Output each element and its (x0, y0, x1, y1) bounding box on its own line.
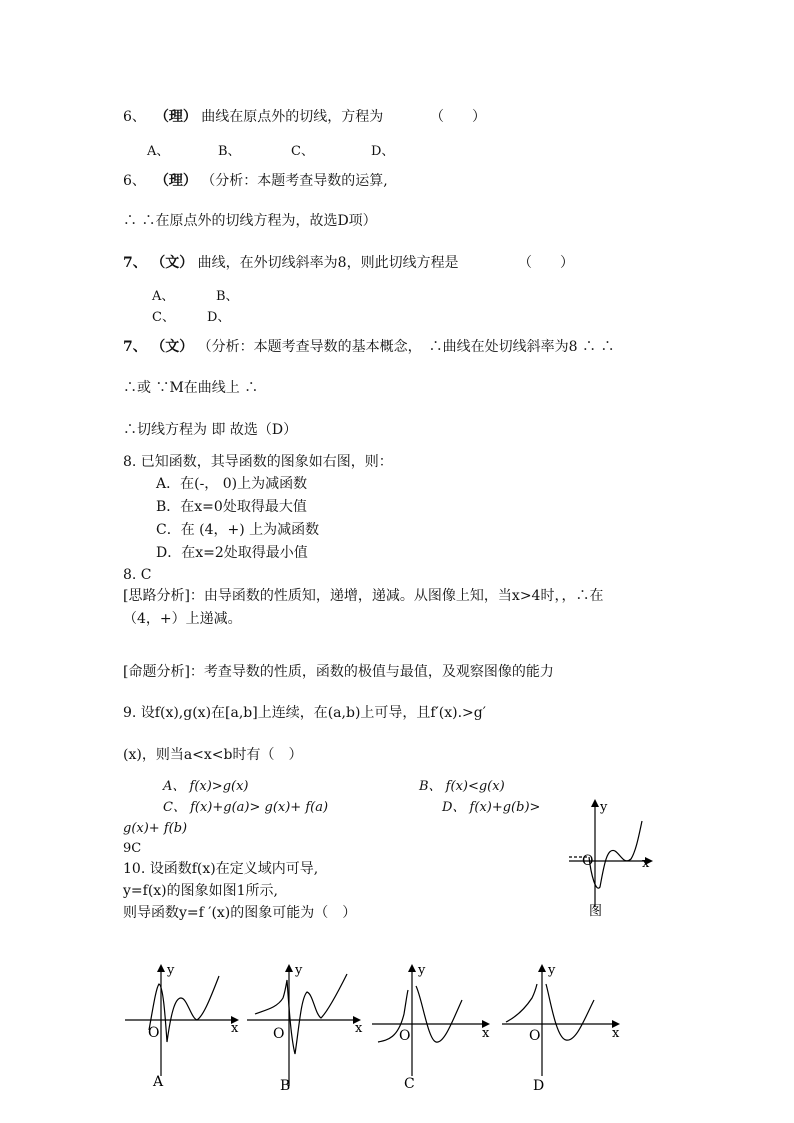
q9-stem-line2: (x)，则当a<x<b时有（ ） (123, 747, 303, 763)
graph-c-y-label: y (418, 963, 426, 978)
q7-blank: （ ） (518, 255, 574, 271)
q10-stem-line2: y=f(x)的图象如图1所示, (123, 883, 278, 899)
graph-a-x-label: x (231, 1021, 239, 1036)
q7-analysis-tag: （文） (151, 339, 194, 355)
fig1-y-label: y (600, 800, 608, 815)
q9-option-c: C、 f(x)+g(a)> g(x)+ f(a) (163, 800, 329, 815)
q9-option-a: A、 f(x)>g(x) (163, 779, 249, 794)
q6-option-d: D、 (371, 144, 395, 159)
fig1-y-arrow (591, 799, 599, 807)
graph-d-origin: O (529, 1028, 541, 1044)
q6-option-b: B、 (218, 144, 241, 159)
q7-option-c: C、 (152, 310, 175, 325)
q7-prefix: 7、 (123, 255, 147, 271)
q7-analysis-line2: ∴或 ∵M在曲线上 ∴ (123, 380, 259, 396)
q6-blank: （ ） (430, 109, 486, 125)
graph-d-curve (506, 984, 537, 1022)
q8-proposition: [命题分析]：考查导数的性质，函数的极值与最值，及观察图像的能力 (123, 664, 554, 680)
graph-b-caption: B (280, 1078, 291, 1093)
graph-c-curve-right (416, 986, 462, 1042)
graph-a-origin: O (148, 1025, 160, 1041)
q8-answer: 8. C (123, 567, 152, 583)
q6-analysis-line2: ∴ ∴在原点外的切线方程为，故选D项） (123, 213, 377, 229)
q8-option-c: C．在 (4，+) 上为减函数 (156, 522, 320, 538)
q7-option-b: B、 (216, 289, 239, 304)
q6-analysis (123, 172, 388, 190)
fig1-x-label: x (642, 856, 650, 871)
figure-original-graph (565, 795, 665, 925)
q9-option-d-cont: g(x)+ f(b) (123, 821, 188, 836)
q7-analysis-line3: ∴切线方程为 即 故选（D） (123, 422, 298, 438)
graph-option-a (123, 958, 248, 1093)
q7-option-d: D、 (207, 310, 231, 325)
graph-b-y-arrow (285, 964, 293, 972)
q8-option-a: A．在(-， 0)上为减函数 (156, 476, 308, 492)
q6-analysis-text: （分析：本题考查导数的运算, (201, 173, 388, 189)
q7-tag: （文） (151, 255, 194, 271)
q6-tag: （理） (154, 109, 197, 125)
graph-b-curve (255, 974, 347, 1054)
q7-stem (123, 254, 459, 272)
fig1-origin: O (582, 853, 594, 869)
q7-option-a: A、 (152, 289, 175, 304)
graph-d-y-arrow (538, 964, 546, 972)
graph-d-curve-right (546, 984, 594, 1040)
q10-stem-line3: 则导函数y=f ′(x)的图象可能为（ ） (123, 905, 357, 921)
graph-d-y-label: y (548, 963, 556, 978)
q6-analysis-tag: （理） (154, 173, 197, 189)
graph-c-caption: C (404, 1076, 415, 1092)
fig1-curve (589, 821, 642, 888)
q8-thinking-line2: （4，+）上递减。 (123, 611, 242, 627)
q7-analysis-text: （分析：本题考查导数的基本概念， ∴曲线在处切线斜率为8 ∴ ∴ (197, 339, 615, 355)
graph-a-y-arrow (157, 964, 165, 972)
graph-c-origin: O (399, 1028, 411, 1044)
graph-option-c (370, 958, 495, 1093)
q9-stem-line1: 9. 设f(x),g(x)在[a,b]上连续，在(a,b)上可导，且f′(x).>g′ (123, 705, 486, 721)
q6-option-a: A、 (147, 144, 170, 159)
q8-option-d: D．在x=2处取得最小值 (156, 545, 308, 561)
graph-a-caption: A (153, 1074, 164, 1090)
q7-analysis-prefix: 7、 (123, 339, 147, 355)
q7-analysis (123, 338, 614, 356)
q6-stem-text: 曲线在原点外的切线，方程为 (201, 109, 384, 125)
graph-b-origin: O (273, 1026, 285, 1042)
graph-c-x-label: x (482, 1026, 490, 1041)
graph-option-d (500, 958, 625, 1093)
q6-prefix: 6、 (123, 109, 146, 125)
graph-b-y-label: y (295, 963, 303, 978)
q6-analysis-prefix: 6、 (123, 173, 146, 189)
q9-answer: 9C (123, 841, 142, 856)
graph-d-x-label: x (612, 1026, 620, 1041)
q8-thinking-line1: [思路分析]：由导函数的性质知，递增，递减。从图像上知，当x>4时，，∴在 (123, 588, 604, 604)
graph-d-caption: D (533, 1078, 545, 1093)
graph-option-b (245, 958, 370, 1093)
q7-stem-text: 曲线，在外切线斜率为8，则此切线方程是 (197, 255, 459, 271)
q10-stem-line1: 10. 设函数f(x)在定义域内可导, (123, 861, 319, 877)
graph-b-x-label: x (355, 1021, 363, 1036)
q9-option-d: D、 f(x)+g(b)> (442, 800, 541, 815)
q8-option-b: B．在x=0处取得最大值 (156, 499, 307, 515)
graph-a-curve (149, 976, 219, 1042)
q8-stem: 8. 已知函数，其导函数的图象如右图，则： (123, 454, 393, 470)
q9-option-b: B、 f(x)<g(x) (419, 779, 505, 794)
q6-stem (123, 108, 383, 126)
graph-c-y-arrow (408, 964, 416, 972)
q6-option-c: C、 (291, 144, 314, 159)
fig1-caption: 图 (589, 904, 603, 919)
graph-a-y-label: y (167, 963, 175, 978)
